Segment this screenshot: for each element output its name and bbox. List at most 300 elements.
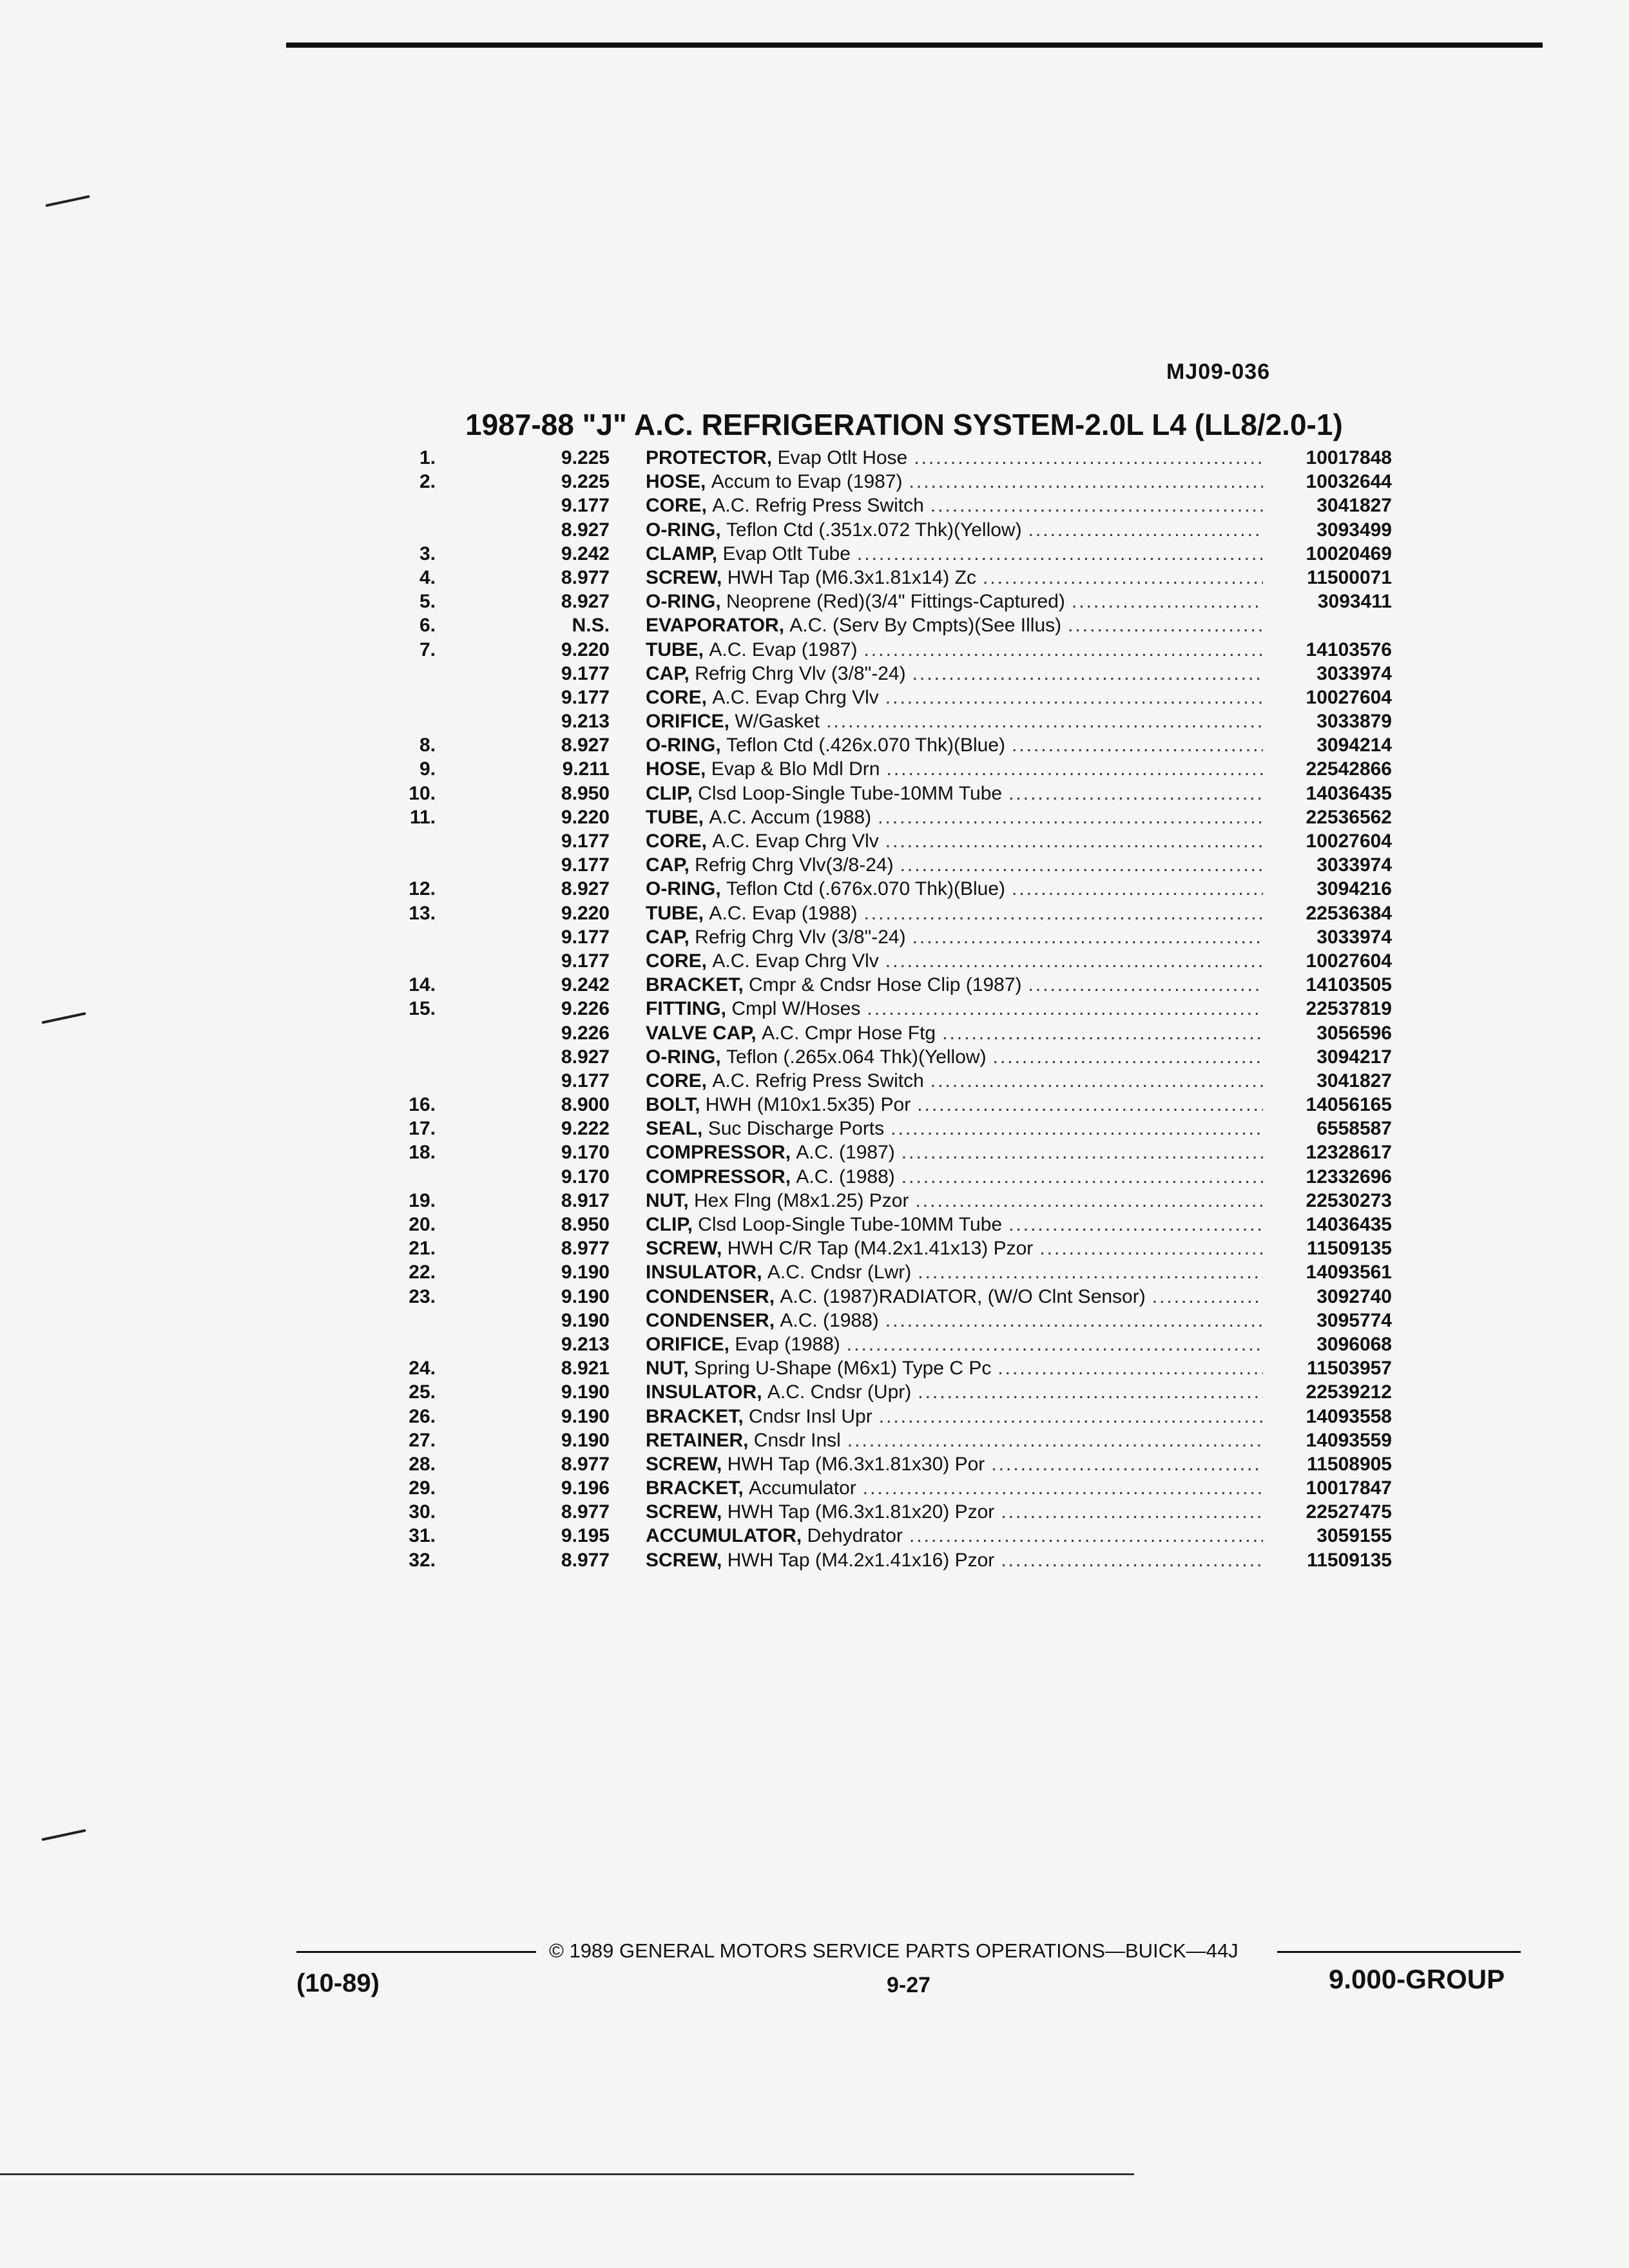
part-row <box>387 591 1392 615</box>
part-number: 10032644 <box>1306 471 1392 493</box>
part-detail: Evap & Blo Mdl Drn <box>711 758 880 780</box>
part-name: O-RING, <box>646 735 721 756</box>
item-number: 31. <box>409 1525 436 1547</box>
part-number: 3094216 <box>1316 878 1392 900</box>
part-row <box>387 758 1392 782</box>
dot-leader <box>914 447 1263 469</box>
part-description <box>646 1118 1269 1140</box>
part-name: TUBE, <box>646 806 704 828</box>
part-name: ORIFICE, <box>646 711 730 733</box>
group-number: 9.177 <box>561 854 610 876</box>
part-name: CAP, <box>646 662 689 684</box>
part-name: CORE, <box>646 495 708 517</box>
part-description <box>646 854 1269 876</box>
part-name: COMPRESSOR, <box>646 1142 791 1164</box>
dot-leader <box>885 950 1263 972</box>
part-row <box>387 1190 1392 1214</box>
part-row <box>387 1166 1392 1190</box>
dot-leader <box>917 1094 1263 1116</box>
part-number: 10020469 <box>1306 543 1392 564</box>
part-detail: Hex Flng (M8x1.25) Pzor <box>694 1189 909 1211</box>
dot-leader <box>847 1430 1263 1452</box>
dot-leader <box>886 758 1263 780</box>
part-description <box>646 1046 1269 1068</box>
dot-leader <box>1001 1501 1263 1523</box>
group-number: 9.226 <box>561 1022 610 1044</box>
part-name: O-RING, <box>646 591 721 613</box>
group-number: 9.170 <box>561 1142 610 1164</box>
part-detail: Cmpr & Cndsr Hose Clip (1987) <box>749 974 1022 996</box>
part-number: 3033974 <box>1316 662 1392 684</box>
item-number: 17. <box>409 1118 436 1140</box>
item-number: 7. <box>419 639 436 660</box>
part-number: 3041827 <box>1316 1070 1392 1091</box>
part-row <box>387 1501 1392 1525</box>
dot-leader <box>1008 1214 1263 1236</box>
dot-leader <box>878 807 1263 829</box>
bottom-rule <box>0 2173 1134 2175</box>
item-number: 5. <box>419 591 436 613</box>
group-number: 9.196 <box>561 1477 610 1499</box>
part-name: HOSE, <box>646 758 706 780</box>
part-row <box>387 1023 1392 1046</box>
dot-leader <box>857 543 1263 565</box>
part-number: 14103576 <box>1306 639 1392 660</box>
group-number: 8.927 <box>561 519 610 541</box>
part-description <box>646 1214 1269 1236</box>
group-number: 8.977 <box>561 1453 610 1475</box>
dot-leader <box>1072 591 1263 613</box>
part-row <box>387 783 1392 807</box>
part-row <box>387 1118 1392 1142</box>
part-number: 3059155 <box>1316 1525 1392 1547</box>
item-number: 13. <box>409 902 436 924</box>
part-detail: Teflon (.265x.064 Thk)(Yellow) <box>726 1046 987 1068</box>
group-number: 8.927 <box>561 735 610 756</box>
group-number: 9.177 <box>561 950 610 972</box>
part-description <box>646 927 1269 948</box>
part-detail: Evap Otlt Hose <box>777 447 908 468</box>
dot-leader <box>1012 735 1263 756</box>
part-name: CONDENSER, <box>646 1285 775 1307</box>
part-detail: Teflon Ctd (.351x.072 Thk)(Yellow) <box>726 519 1022 541</box>
part-detail: Spring U-Shape (M6x1) Type C Pc <box>694 1358 992 1379</box>
part-detail: Neoprene (Red)(3/4" Fittings-Captured) <box>726 591 1065 613</box>
item-number: 30. <box>409 1501 436 1523</box>
part-description <box>646 447 1269 469</box>
item-number: 29. <box>409 1477 436 1499</box>
part-name: NUT, <box>646 1189 689 1211</box>
part-detail: W/Gasket <box>735 711 820 733</box>
part-row <box>387 567 1392 591</box>
part-name: PROTECTOR, <box>646 447 773 468</box>
part-detail: Refrig Chrg Vlv (3/8"-24) <box>695 662 906 684</box>
part-number: 3092740 <box>1316 1285 1392 1307</box>
part-detail: A.C. Cndsr (Lwr) <box>767 1262 912 1283</box>
part-name: TUBE, <box>646 639 704 660</box>
part-name: SCREW, <box>646 1238 722 1260</box>
part-description <box>646 1142 1269 1164</box>
group-number: 9.225 <box>561 447 610 468</box>
part-detail: A.C. Evap (1987) <box>709 639 858 660</box>
item-number: 8. <box>419 735 436 756</box>
part-description <box>646 543 1269 565</box>
dot-leader <box>1068 615 1263 637</box>
part-detail: HWH C/R Tap (M4.2x1.41x13) Pzor <box>727 1238 1034 1260</box>
part-detail: A.C. Cmpr Hose Ftg <box>762 1022 936 1044</box>
part-name: SCREW, <box>646 1453 722 1475</box>
part-detail: A.C. Cndsr (Upr) <box>767 1381 912 1403</box>
part-description <box>646 1501 1269 1523</box>
part-number: 10017848 <box>1306 447 1392 468</box>
part-number: 22542866 <box>1306 758 1392 780</box>
part-number: 14093558 <box>1306 1405 1392 1427</box>
part-description <box>646 615 1269 637</box>
part-description <box>646 567 1269 589</box>
dot-leader <box>885 687 1263 709</box>
part-detail: Suc Discharge Ports <box>708 1118 885 1140</box>
margin-mark <box>45 195 90 207</box>
part-row <box>387 735 1392 758</box>
group-number: 9.220 <box>561 639 610 660</box>
part-row <box>387 1046 1392 1070</box>
part-detail: A.C. (1988) <box>780 1309 879 1331</box>
part-number: 11509135 <box>1307 1549 1392 1571</box>
dot-leader <box>912 663 1263 685</box>
part-number: 22539212 <box>1306 1381 1392 1403</box>
dot-leader <box>1012 878 1263 900</box>
part-number: 11500071 <box>1307 566 1392 588</box>
group-number: 9.190 <box>561 1405 610 1427</box>
part-description <box>646 1430 1269 1452</box>
dot-leader <box>1152 1286 1263 1308</box>
part-number: 10027604 <box>1306 686 1392 708</box>
group-number: 9.242 <box>561 974 610 996</box>
group-number: 9.177 <box>561 831 610 852</box>
part-row <box>387 1525 1392 1549</box>
group-number: 8.977 <box>561 1238 610 1260</box>
part-detail: A.C. Evap Chrg Vlv <box>712 950 879 972</box>
part-row <box>387 831 1392 854</box>
margin-mark <box>41 1012 86 1024</box>
margin-mark <box>41 1829 86 1841</box>
dot-leader <box>909 471 1263 493</box>
part-description <box>646 519 1269 541</box>
part-row <box>387 663 1392 687</box>
dot-leader <box>879 1406 1263 1428</box>
item-number: 10. <box>409 782 436 804</box>
item-number: 14. <box>409 974 436 996</box>
part-row <box>387 1406 1392 1430</box>
item-number: 16. <box>409 1094 436 1116</box>
part-name: FITTING, <box>646 998 726 1020</box>
part-number: 14036435 <box>1306 782 1392 804</box>
dot-leader <box>1028 974 1264 996</box>
item-number: 1. <box>419 447 436 468</box>
part-row <box>387 447 1392 471</box>
part-row <box>387 1286 1392 1310</box>
part-row <box>387 1454 1392 1477</box>
part-description <box>646 1286 1269 1308</box>
group-number: 8.927 <box>561 1046 610 1068</box>
group-number: N.S. <box>572 615 610 637</box>
group-number: 9.211 <box>562 758 610 780</box>
part-row <box>387 807 1392 831</box>
part-detail: A.C. Refrig Press Switch <box>712 495 924 517</box>
part-detail: Teflon Ctd (.676x.070 Thk)(Blue) <box>726 878 1006 900</box>
part-description <box>646 758 1269 780</box>
part-number: 12328617 <box>1306 1142 1392 1164</box>
part-name: BRACKET, <box>646 1477 744 1499</box>
item-number: 11. <box>409 806 436 828</box>
part-number: 22536562 <box>1306 806 1392 828</box>
part-detail: A.C. (1988) <box>796 1166 895 1187</box>
part-name: CONDENSER, <box>646 1309 775 1331</box>
group-label: 9.000-GROUP <box>1329 1964 1505 1994</box>
part-name: RETAINER, <box>646 1429 749 1451</box>
part-description <box>646 807 1269 829</box>
part-number: 11509135 <box>1307 1238 1392 1260</box>
part-row <box>387 1334 1392 1358</box>
part-number: 6558587 <box>1316 1118 1392 1140</box>
copyright-notice: © 1989 GENERAL MOTORS SERVICE PARTS OPERATIONS—BUICK—44J <box>549 1939 1239 1962</box>
item-number: 21. <box>409 1238 436 1260</box>
part-name: TUBE, <box>646 902 704 924</box>
group-number: 9.226 <box>561 998 610 1020</box>
part-description <box>646 1310 1269 1332</box>
part-number: 10027604 <box>1306 831 1392 852</box>
group-number: 8.950 <box>561 782 610 804</box>
part-detail: Evap Otlt Tube <box>722 543 851 564</box>
part-number: 14093559 <box>1306 1429 1392 1451</box>
part-number: 3095774 <box>1316 1309 1392 1331</box>
part-row <box>387 854 1392 878</box>
part-description <box>646 998 1269 1020</box>
group-number: 9.177 <box>561 1070 610 1091</box>
part-detail: HWH (M10x1.5x35) Por <box>705 1094 911 1116</box>
item-number: 6. <box>419 615 436 637</box>
group-number: 9.213 <box>561 711 610 733</box>
dot-leader <box>1001 1550 1263 1571</box>
part-row <box>387 1358 1392 1381</box>
dot-leader <box>1008 783 1263 805</box>
part-detail: A.C. Evap (1988) <box>709 902 858 924</box>
group-number: 8.917 <box>561 1189 610 1211</box>
part-name: CLIP, <box>646 1214 693 1235</box>
item-number: 26. <box>409 1405 436 1427</box>
part-description <box>646 950 1269 972</box>
group-number: 9.242 <box>561 543 610 564</box>
part-row <box>387 974 1392 998</box>
part-name: BRACKET, <box>646 974 744 996</box>
part-row <box>387 543 1392 567</box>
part-name: CORE, <box>646 686 708 708</box>
part-row <box>387 495 1392 519</box>
part-number: 3056596 <box>1316 1022 1392 1044</box>
dot-leader <box>1039 1238 1263 1260</box>
part-row <box>387 471 1392 495</box>
part-row <box>387 950 1392 974</box>
group-number: 8.977 <box>561 566 610 588</box>
page-number: 9-27 <box>887 1973 931 1997</box>
part-number: 3094214 <box>1316 735 1392 756</box>
part-name: SCREW, <box>646 566 722 588</box>
part-description <box>646 1334 1269 1356</box>
part-description <box>646 591 1269 613</box>
part-detail: Accum to Evap (1987) <box>711 471 903 493</box>
part-name: SCREW, <box>646 1501 722 1523</box>
item-number: 15. <box>409 998 436 1020</box>
group-number: 8.921 <box>561 1358 610 1379</box>
part-description <box>646 495 1269 517</box>
part-description <box>646 1550 1269 1571</box>
item-number: 28. <box>409 1453 436 1475</box>
part-row <box>387 1381 1392 1405</box>
part-name: CORE, <box>646 1070 708 1091</box>
group-number: 9.190 <box>561 1429 610 1451</box>
part-description <box>646 639 1269 661</box>
part-detail: A.C. Accum (1988) <box>709 806 872 828</box>
part-name: INSULATOR, <box>646 1381 762 1403</box>
part-detail: Refrig Chrg Vlv (3/8"-24) <box>695 926 906 948</box>
part-description <box>646 687 1269 709</box>
dot-leader <box>909 1525 1263 1547</box>
part-number: 11503957 <box>1307 1358 1392 1379</box>
part-detail: Clsd Loop-Single Tube-10MM Tube <box>698 782 1003 804</box>
part-detail: Refrig Chrg Vlv(3/8-24) <box>695 854 894 876</box>
part-name: COMPRESSOR, <box>646 1166 791 1187</box>
dot-leader <box>826 711 1263 733</box>
group-number: 9.190 <box>561 1381 610 1403</box>
part-detail: A.C. (1987)RADIATOR, (W/O Clnt Sensor) <box>780 1285 1146 1307</box>
part-description <box>646 1358 1269 1379</box>
item-number: 20. <box>409 1214 436 1235</box>
group-number: 9.177 <box>561 662 610 684</box>
part-description <box>646 1070 1269 1092</box>
part-description <box>646 1381 1269 1403</box>
revision-date: (10-89) <box>296 1969 380 1997</box>
item-number: 24. <box>409 1358 436 1379</box>
item-number: 27. <box>409 1429 436 1451</box>
part-detail: Clsd Loop-Single Tube-10MM Tube <box>698 1214 1003 1235</box>
group-number: 9.170 <box>561 1166 610 1187</box>
part-description <box>646 711 1269 733</box>
part-detail: Cmpl W/Hoses <box>731 998 861 1020</box>
part-name: O-RING, <box>646 878 721 900</box>
part-number: 14056165 <box>1306 1094 1392 1116</box>
group-number: 9.177 <box>561 926 610 948</box>
part-name: SEAL, <box>646 1118 703 1140</box>
part-detail: HWH Tap (M6.3x1.81x30) Por <box>727 1453 985 1475</box>
group-number: 9.177 <box>561 686 610 708</box>
part-number: 10027604 <box>1306 950 1392 972</box>
part-row <box>387 998 1392 1022</box>
part-row <box>387 1430 1392 1454</box>
part-number: 3094217 <box>1316 1046 1392 1068</box>
part-detail: Cndsr Insl Upr <box>749 1405 872 1427</box>
dot-leader <box>993 1046 1263 1068</box>
part-row <box>387 711 1392 735</box>
item-number: 19. <box>409 1189 436 1211</box>
top-rule <box>286 43 1543 48</box>
item-number: 32. <box>409 1549 436 1571</box>
group-number: 9.190 <box>561 1262 610 1283</box>
item-number: 3. <box>419 543 436 564</box>
item-number: 23. <box>409 1285 436 1307</box>
part-number: 22537819 <box>1306 998 1392 1020</box>
part-name: O-RING, <box>646 1046 721 1068</box>
dot-leader <box>991 1454 1263 1475</box>
part-detail: Teflon Ctd (.426x.070 Thk)(Blue) <box>726 735 1006 756</box>
part-detail: HWH Tap (M6.3x1.81x20) Pzor <box>727 1501 995 1523</box>
part-description <box>646 1525 1269 1547</box>
part-number: 3033974 <box>1316 854 1392 876</box>
dot-leader <box>901 1142 1263 1164</box>
group-number: 8.950 <box>561 1214 610 1235</box>
group-number: 9.195 <box>561 1525 610 1547</box>
part-name: EVAPORATOR, <box>646 615 785 637</box>
part-name: CLIP, <box>646 782 693 804</box>
dot-leader <box>847 1334 1263 1356</box>
part-number: 14093561 <box>1306 1262 1392 1283</box>
part-row <box>387 1070 1392 1094</box>
part-number: 3041827 <box>1316 495 1392 517</box>
part-number: 11508905 <box>1307 1453 1392 1475</box>
part-name: VALVE CAP, <box>646 1022 757 1044</box>
dot-leader <box>900 854 1263 876</box>
part-row <box>387 1550 1392 1573</box>
part-number: 14103505 <box>1306 974 1392 996</box>
part-detail: A.C. Evap Chrg Vlv <box>712 686 879 708</box>
part-number: 3093411 <box>1317 591 1392 613</box>
part-row <box>387 927 1392 950</box>
part-description <box>646 903 1269 925</box>
item-number: 4. <box>419 566 436 588</box>
group-number: 9.222 <box>561 1118 610 1140</box>
part-row <box>387 615 1392 639</box>
part-detail: Dehydrator <box>807 1525 903 1547</box>
part-description <box>646 1094 1269 1116</box>
part-number: 10017847 <box>1306 1477 1392 1499</box>
dot-leader <box>885 1310 1263 1332</box>
dot-leader <box>867 998 1263 1020</box>
footer-rule-left <box>296 1951 536 1953</box>
parts-list <box>387 447 1392 1573</box>
part-description <box>646 783 1269 805</box>
part-number: 14036435 <box>1306 1214 1392 1235</box>
dot-leader <box>863 639 1263 661</box>
part-number: 3093499 <box>1316 519 1392 541</box>
part-detail: A.C. (1987) <box>796 1142 895 1164</box>
part-name: CAP, <box>646 926 689 948</box>
part-name: O-RING, <box>646 519 721 541</box>
part-description <box>646 1190 1269 1212</box>
item-number: 9. <box>419 758 436 780</box>
part-row <box>387 1477 1392 1501</box>
group-number: 8.977 <box>561 1501 610 1523</box>
part-number: 22527475 <box>1306 1501 1392 1523</box>
part-name: ACCUMULATOR, <box>646 1525 802 1547</box>
group-number: 8.927 <box>561 878 610 900</box>
part-row <box>387 1238 1392 1262</box>
part-description <box>646 1166 1269 1188</box>
part-detail: HWH Tap (M4.2x1.41x16) Pzor <box>727 1549 995 1571</box>
part-description <box>646 878 1269 900</box>
part-number: 3096068 <box>1316 1333 1392 1355</box>
part-name: SCREW, <box>646 1549 722 1571</box>
part-number: 22536384 <box>1306 902 1392 924</box>
part-row <box>387 687 1392 711</box>
